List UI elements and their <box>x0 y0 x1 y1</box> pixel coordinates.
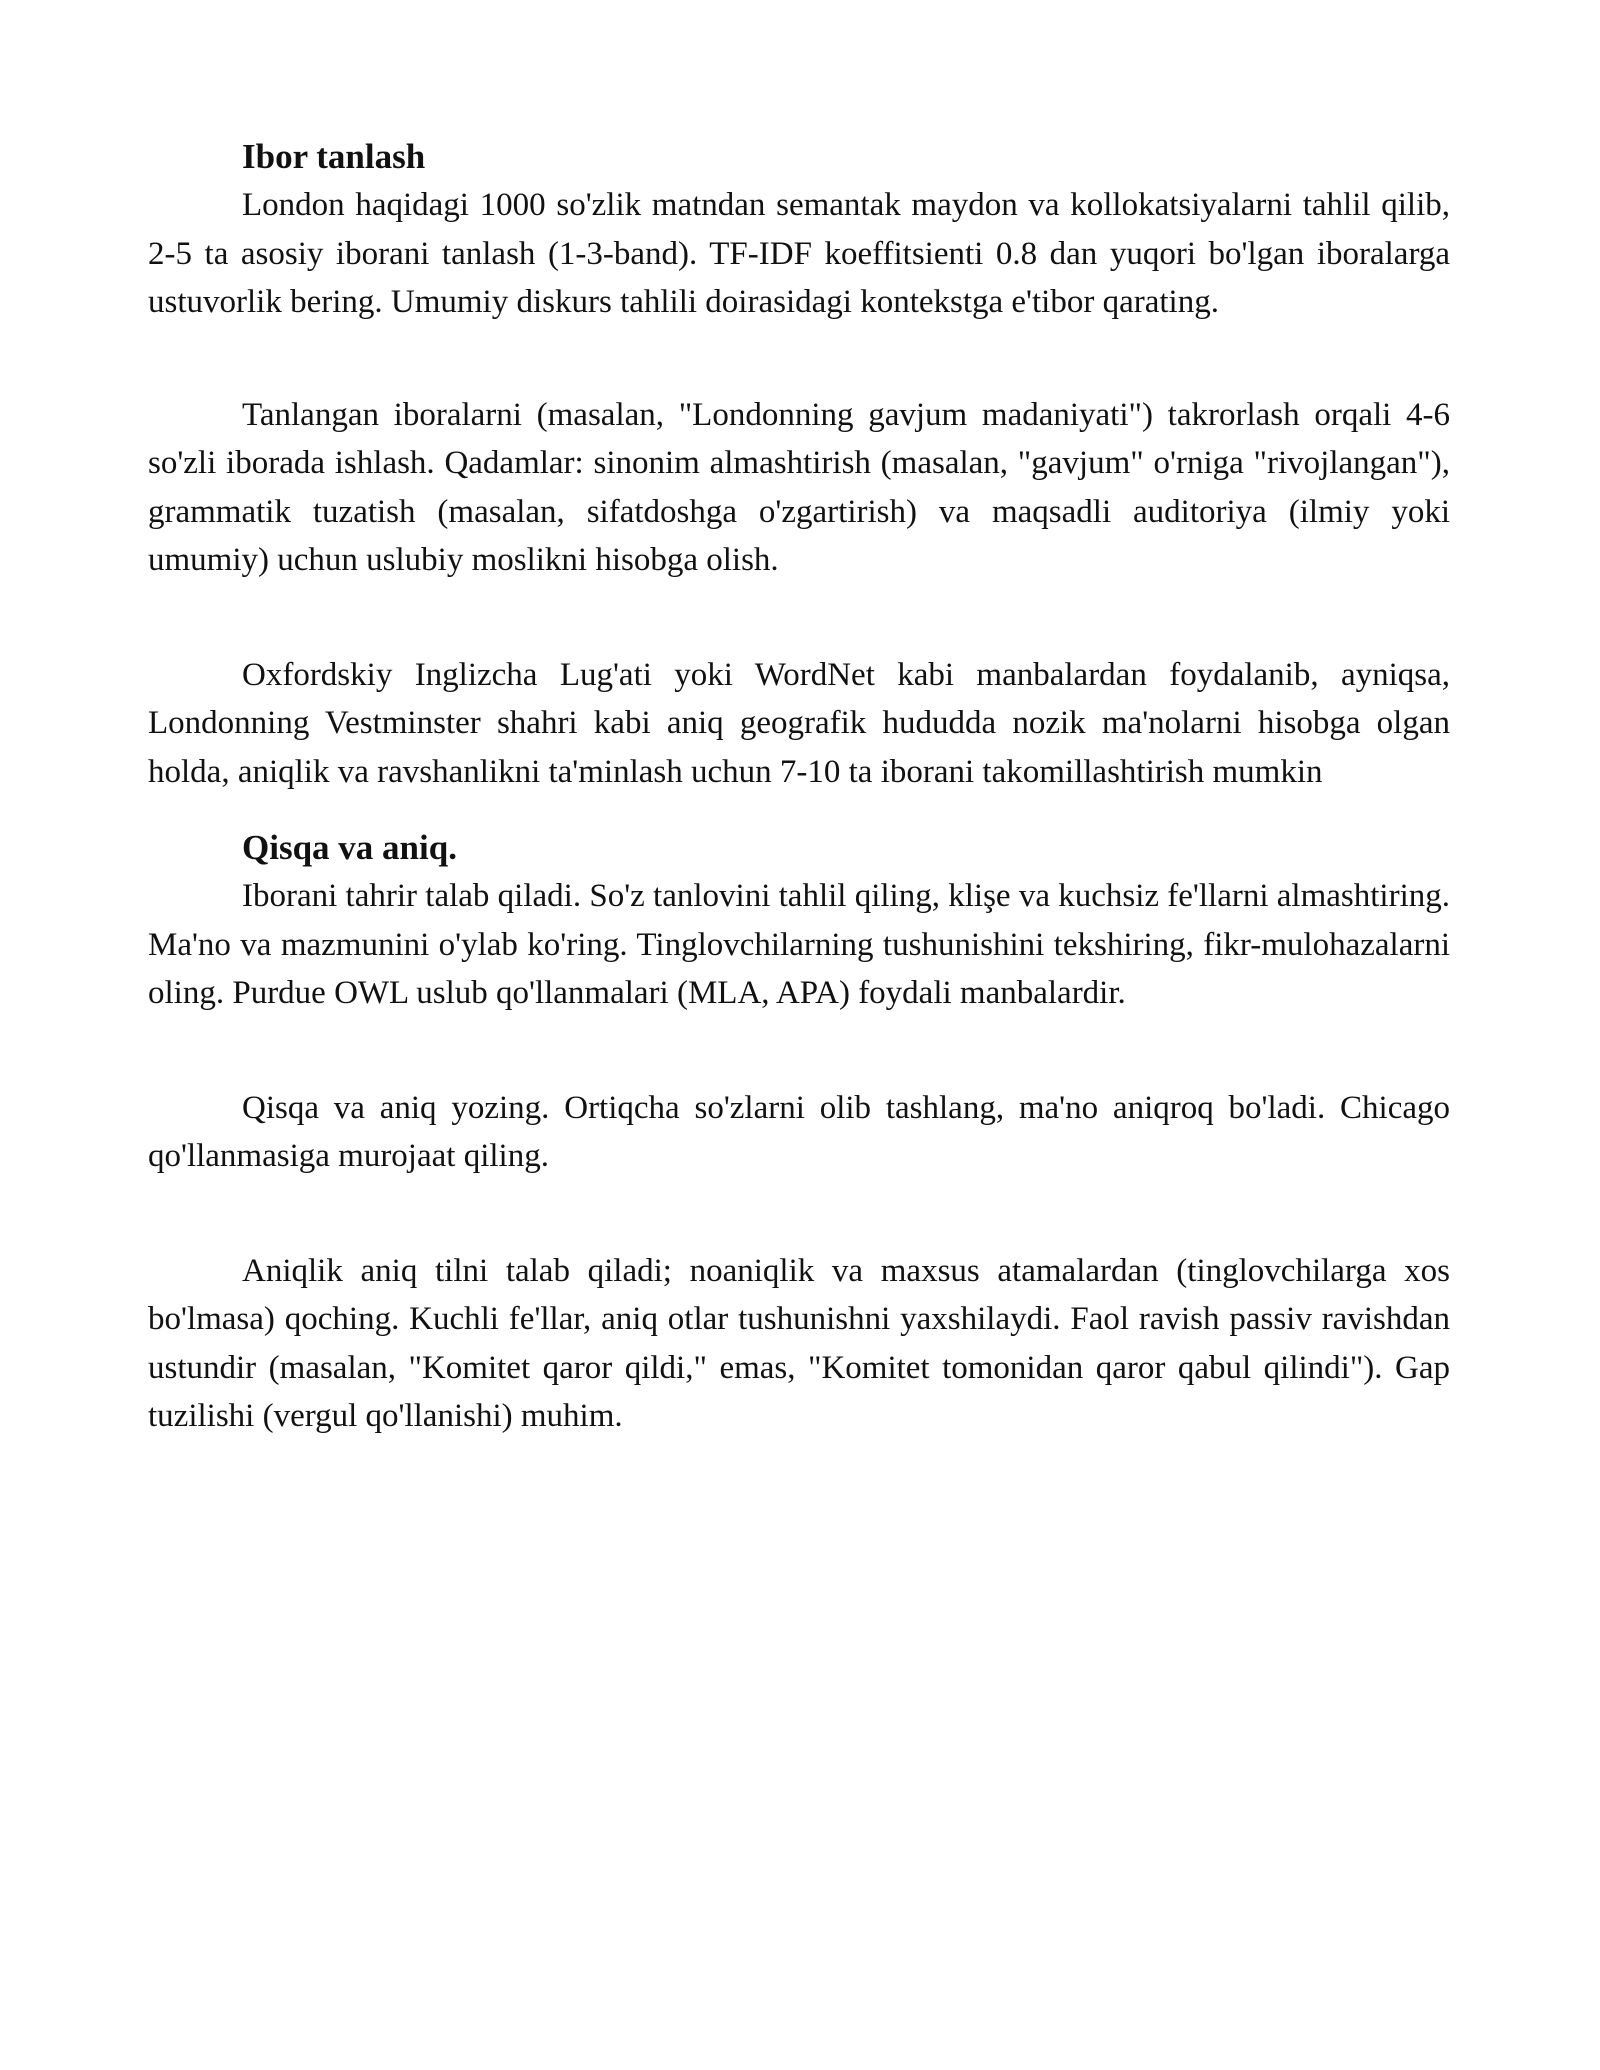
paragraph-ibor-tanlash-1: London haqidagi 1000 so'zlik matndan semantak maydon va kollokatsiyalarni tahlil qilib, 2-5 ta asosiy iborani tanlash (1-3-band). TF-IDF koeffitsienti 0.8 dan yuqori bo'lgan iboralarga ustuvorlik bering. Umumiy diskurs tahlili doirasidagi kontekstga e'tibor qarating. <box>148 187 1450 320</box>
paragraph-spacer <box>148 1018 1450 1084</box>
paragraph-spacer <box>148 585 1450 651</box>
paragraph-qisqa-va-aniq-3: Aniqlik aniq tilni talab qiladi; noaniqlik va maxsus atamalardan (tinglovchilarga xos bo'lmasa) qoching. Kuchli fe'llar, aniq otlar tushunishni yaxshilaydi. Faol ravish passiv ravishdan ustundir (masalan, "Komitet qaror qildi," emas, "Komitet tomonidan qaror qabul qilindi"). Gap tuzilishi (vergul qo'llanishi) muhim. <box>148 1252 1450 1434</box>
section-heading-qisqa-va-aniq: Qisqa va aniq. <box>242 828 457 867</box>
document-page <box>148 133 1450 1441</box>
section-heading-ibor-tanlash: Ibor tanlash <box>242 137 426 176</box>
paragraph-spacer <box>148 796 1450 824</box>
paragraph-spacer <box>148 1181 1450 1247</box>
paragraph-spacer <box>148 327 1450 391</box>
paragraph-ibor-tanlash-3: Oxfordskiy Inglizcha Lug'ati yoki WordNet kabi manbalardan foydalanib, ayniqsa, Londonning Vestminster shahri kabi aniq geografik hududda nozik ma'nolarni hisobga olgan holda, aniqlik va ravshanlikni ta'minlash uchun 7-10 ta iborani takomillashtirish mumkin <box>148 656 1450 790</box>
paragraph-qisqa-va-aniq-1: Iborani tahrir talab qiladi. So'z tanlovini tahlil qiling, klişe va kuchsiz fe'llarni almashtiring. Ma'no va mazmunini o'ylab ko'ring. Tinglovchilarning tushunishini tekshiring, fikr-mulohazalarni oling. Purdue OWL uslub qo'llanmalari (MLA, APA) foydali manbalardir. <box>148 878 1450 1011</box>
paragraph-ibor-tanlash-2: Tanlangan iboralarni (masalan, "Londonning gavjum madaniyati") takrorlash orqali 4-6 so'zli iborada ishlash. Qadamlar: sinonim almashtirish (masalan, "gavjum" o'rniga "rivojlangan"), grammatik tuzatish (masalan, sifatdoshga o'zgartirish) va maqsadli auditoriya (ilmiy yoki umumiy) uchun uslubiy moslikni hisobga olish. <box>148 396 1450 578</box>
paragraph-qisqa-va-aniq-2: Qisqa va aniq yozing. Ortiqcha so'zlarni olib tashlang, ma'no aniqroq bo'ladi. Chicago qo'llanmasiga murojaat qiling. <box>148 1089 1450 1174</box>
